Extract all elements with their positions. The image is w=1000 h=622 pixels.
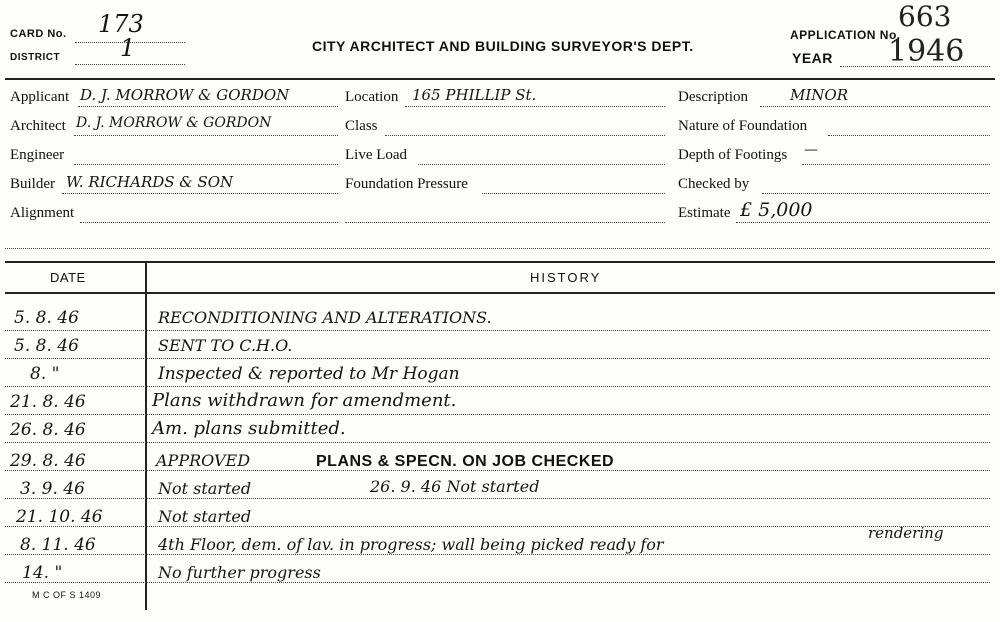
row-guide — [5, 442, 990, 443]
architect-label: Architect — [10, 118, 66, 134]
history-note: rendering — [868, 524, 944, 542]
location-value: 165 PHILLIP St. — [412, 86, 537, 104]
depth-of-footings-line — [802, 164, 990, 165]
year-value: 1946 — [888, 34, 965, 69]
history-row-entry: Inspected & reported to Mr Hogan — [158, 364, 460, 384]
district-value: 1 — [120, 34, 136, 62]
estimate-label: Estimate — [678, 205, 731, 221]
history-row-entry: Am. plans submitted. — [152, 418, 346, 439]
history-row-date: 26. 8. 46 — [10, 420, 86, 440]
foundation-pressure-line — [482, 193, 665, 194]
checked-by-label: Checked by — [678, 176, 750, 192]
nature-of-foundation-line — [828, 135, 990, 136]
history-row-date: 5. 8. 46 — [14, 336, 79, 356]
row-guide — [5, 386, 990, 387]
description-label: Description — [678, 89, 748, 105]
history-top-rule — [5, 261, 995, 263]
history-row-date: 21. 10. 46 — [16, 507, 103, 527]
row-guide — [5, 414, 990, 415]
builder-label: Builder — [10, 176, 55, 192]
class-label: Class — [345, 118, 378, 134]
builder-line — [62, 193, 338, 194]
history-row-entry: 4th Floor, dem. of lav. in progress; wall being picked ready for — [158, 535, 664, 554]
class-line — [385, 135, 665, 136]
engineer-line — [74, 164, 338, 165]
history-row-date: 5. 8. 46 — [14, 308, 79, 328]
estimate-line — [736, 222, 990, 223]
history-divider — [145, 262, 147, 610]
history-row-entry: Not started — [158, 507, 252, 526]
architect-line — [74, 135, 338, 136]
description-value: MINOR — [790, 86, 849, 104]
history-header: HISTORY — [530, 270, 602, 285]
history-row-date: 21. 8. 46 — [10, 392, 86, 412]
applicant-value: D. J. MORROW & GORDON — [80, 86, 290, 104]
history-row-entry: SENT TO C.H.O. — [158, 336, 293, 355]
location-label: Location — [345, 89, 399, 105]
header-rule — [5, 78, 995, 80]
live-load-line — [418, 164, 665, 165]
history-row-date: 8. " — [30, 364, 60, 384]
form-code: M C OF S 1409 — [32, 590, 102, 600]
history-row-entry: APPROVED — [156, 451, 251, 470]
history-row-date: 3. 9. 46 — [20, 479, 85, 499]
nature-of-foundation-label: Nature of Foundation — [678, 118, 808, 134]
alignment-line — [80, 222, 338, 223]
alignment-label: Alignment — [10, 205, 75, 221]
year-label: YEAR — [792, 50, 833, 66]
card-no-label: CARD No. — [10, 28, 67, 40]
foundation-pressure-label: Foundation Pressure — [345, 176, 468, 192]
architect-value: D. J. MORROW & GORDON — [76, 115, 272, 131]
application-no-value: 663 — [898, 0, 952, 33]
applicant-line — [78, 106, 338, 107]
builder-value: W. RICHARDS & SON — [66, 173, 234, 191]
district-label: DISTRICT — [10, 52, 61, 63]
department-title: CITY ARCHITECT AND BUILDING SURVEYOR'S DEPT. — [312, 38, 694, 54]
plans-checked-stamp: PLANS & SPECN. ON JOB CHECKED — [316, 453, 615, 470]
row-guide — [5, 554, 990, 555]
history-row-entry: RECONDITIONING AND ALTERATIONS. — [158, 308, 492, 327]
row-guide — [5, 358, 990, 359]
depth-of-footings-value: — — [804, 142, 818, 158]
history-row-date: 29. 8. 46 — [10, 451, 86, 471]
live-load-label: Live Load — [345, 147, 408, 163]
history-row-entry: Plans withdrawn for amendment. — [152, 390, 457, 411]
description-line — [760, 106, 990, 107]
history-row-entry: No further progress — [158, 563, 321, 582]
depth-of-footings-label: Depth of Footings — [678, 147, 788, 163]
row-guide — [5, 526, 990, 527]
location-line — [405, 106, 665, 107]
history-row-date: 14. " — [22, 563, 63, 583]
history-row-entry: Not started — [158, 479, 252, 498]
district-line — [75, 64, 185, 65]
blank-line-col2 — [345, 222, 665, 223]
row-guide — [5, 498, 990, 499]
history-row-date: 8. 11. 46 — [20, 535, 96, 555]
estimate-value: £ 5,000 — [740, 199, 813, 221]
application-no-label: APPLICATION No. — [790, 28, 901, 42]
date-header: DATE — [50, 270, 86, 285]
history-note: 26. 9. 46 Not started — [370, 477, 540, 496]
engineer-label: Engineer — [10, 147, 65, 163]
card-no-value: 173 — [98, 10, 144, 38]
history-header-rule — [5, 292, 995, 294]
row-guide — [5, 582, 990, 583]
checked-by-line — [762, 193, 990, 194]
details-bottom-dots — [5, 248, 990, 249]
row-guide — [5, 330, 990, 331]
applicant-label: Applicant — [10, 89, 70, 105]
